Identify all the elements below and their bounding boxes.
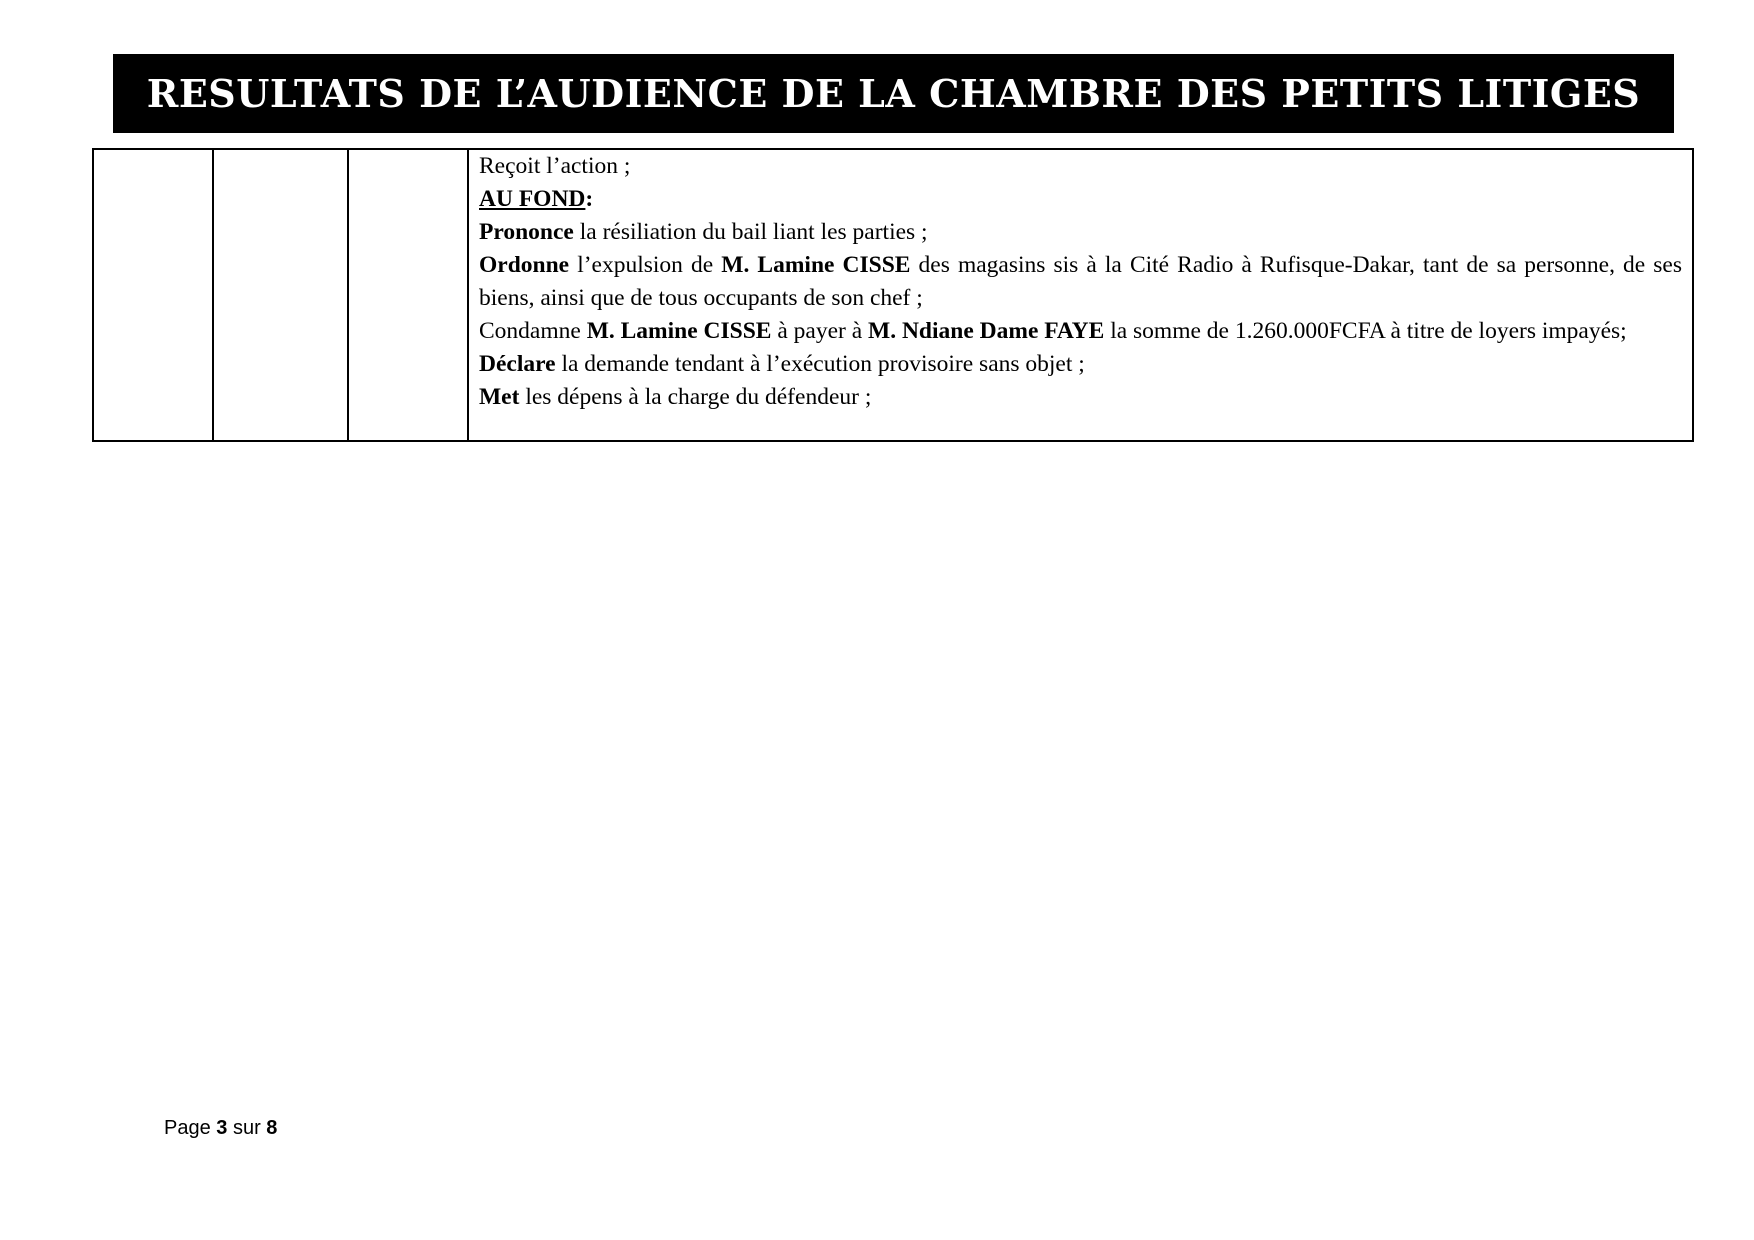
- results-table: [92, 148, 1694, 442]
- prononce-text: la résiliation du bail liant les parties ;: [573, 219, 928, 245]
- total-pages-number: 8: [266, 1117, 278, 1139]
- ordonne-text-2: des magasins sis à la Cité Radio à Rufisque-Dakar, tant de sa personne, de ses biens, ainsi que de tous occupants de son chef ;: [479, 252, 1683, 311]
- table-cell-empty-2: [213, 149, 348, 441]
- condamne-party-1: M. Lamine CISSE: [586, 318, 772, 344]
- ordonne-keyword: Ordonne: [479, 252, 570, 278]
- page-footer: [164, 1117, 277, 1140]
- declare-keyword: Déclare: [479, 351, 556, 377]
- ordonne-text-1: l’expulsion de: [569, 252, 722, 278]
- table-cell-empty-3: [348, 149, 468, 441]
- decision-line-condamne: [479, 315, 1682, 348]
- au-fond-heading: [479, 183, 1682, 216]
- condamne-party-2: M. Ndiane Dame FAYE: [868, 318, 1105, 344]
- met-keyword: Met: [479, 384, 520, 410]
- decision-line-ordonne: [479, 249, 1682, 315]
- page-title: RESULTATS DE L’AUDIENCE DE LA CHAMBRE DES PETITS LITIGES: [146, 71, 1641, 116]
- recoit-text: Reçoit l’action ;: [479, 153, 631, 179]
- au-fond-label: AU FOND: [479, 186, 586, 212]
- page-label: Page: [164, 1117, 217, 1139]
- decision-line-met: [479, 381, 1682, 414]
- page-header: [113, 54, 1674, 133]
- sur-label: sur: [227, 1117, 267, 1139]
- decision-line-recoit: [479, 150, 1682, 183]
- condamne-text-2: à payer à: [771, 318, 869, 344]
- table-cell-empty-1: [93, 149, 213, 441]
- ordonne-party: M. Lamine CISSE: [721, 252, 911, 278]
- decision-line-prononce: [479, 216, 1682, 249]
- table-row: [93, 149, 1693, 441]
- condamne-text-3: la somme de 1.260.000FCFA à titre de loyers impayés;: [1104, 318, 1627, 344]
- met-text: les dépens à la charge du défendeur ;: [519, 384, 872, 410]
- au-fond-colon: :: [585, 186, 594, 212]
- decision-cell: [468, 149, 1693, 441]
- decision-line-declare: [479, 348, 1682, 381]
- declare-text: la demande tendant à l’exécution provisoire sans objet ;: [555, 351, 1085, 377]
- prononce-keyword: Prononce: [479, 219, 574, 245]
- current-page-number: 3: [216, 1117, 228, 1139]
- condamne-text-1: Condamne: [479, 318, 587, 344]
